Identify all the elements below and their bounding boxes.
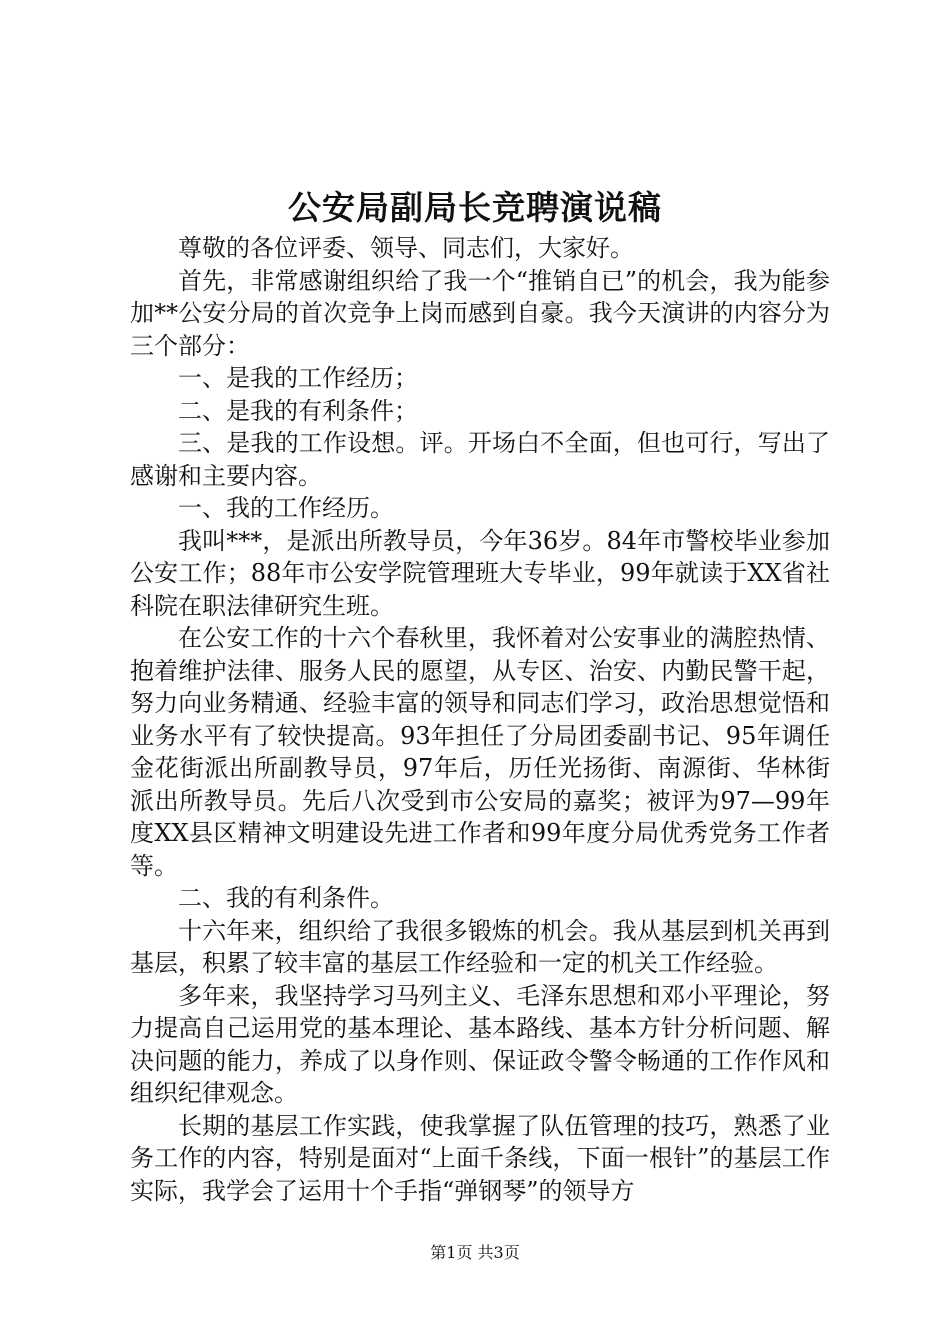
section-heading-work-experience: 一、我的工作经历。 bbox=[178, 494, 394, 522]
paragraph-outline-2: 二、是我的有利条件； bbox=[178, 396, 418, 425]
document-body bbox=[130, 232, 830, 1207]
paragraph-outline-3: 三、是我的工作设想。评。开场白不全面，但也可行，写出了感谢和主要内容。 bbox=[130, 429, 830, 490]
paragraph-greeting: 尊敬的各位评委、领导、同志们，大家好。 bbox=[178, 234, 634, 262]
paragraph-experience: 十六年来，组织给了我很多锻炼的机会。我从基层到机关再到基层，积累了较丰富的基层工作经验和一定的机关工作经验。 bbox=[130, 916, 830, 977]
paragraph-outline-1: 一、是我的工作经历； bbox=[178, 364, 418, 392]
document-title: 公安局副局长竞聘演说稿 bbox=[288, 188, 662, 227]
paragraph-intro: 首先，非常感谢组织给了我一个“推销自已”的机会，我为能参加**公安分局的首次竞争上岗而感到自豪。我今天演讲的内容分为三个部分： bbox=[130, 266, 830, 360]
paragraph-practice: 长期的基层工作实践，使我掌握了队伍管理的技巧，熟悉了业务工作的内容，特别是面对“上面千条线，下面一根针”的基层工作实际，我学会了运用十个手指“弹钢琴”的领导方 bbox=[130, 1111, 830, 1205]
paragraph-career: 在公安工作的十六个春秋里，我怀着对公安事业的满腔热情、抱着维护法律、服务人民的愿望，从专区、治安、内勤民警干起，努力向业务精通、经验丰富的领导和同志们学习，政治思想觉悟和业务水平有了较快提高。93年担任了分局团委副书记、95年调任金花街派出所副教导员，97年后，历任光扬街、南源街、华林街派出所教导员。先后八次受到市公安局的嘉奖；被评为97—99年度XX县区精神文明建设先进工作者和99年度分局优秀党务工作者等。 bbox=[130, 624, 830, 880]
page-number-footer: 第1页 共3页 bbox=[430, 1243, 520, 1262]
paragraph-self-introduction: 我叫***，是派出所教导员，今年36岁。84年市警校毕业参加公安工作；88年市公安学院管理班大专毕业，99年就读于XX省社科院在职法律研究生班。 bbox=[130, 526, 830, 620]
paragraph-theory-study: 多年来，我坚持学习马列主义、毛泽东思想和邓小平理论，努力提高自己运用党的基本理论、基本路线、基本方针分析问题、解决问题的能力，养成了以身作则、保证政令警令畅通的工作作风和组织纪律观念。 bbox=[130, 981, 830, 1107]
section-heading-advantages: 二、我的有利条件。 bbox=[178, 884, 394, 912]
